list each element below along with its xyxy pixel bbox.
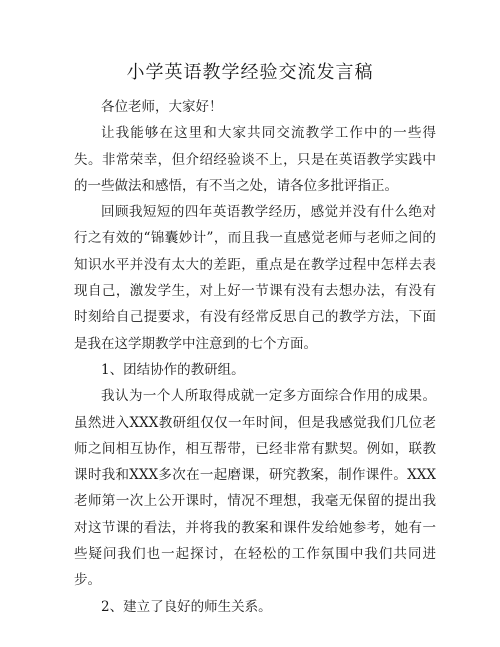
section-heading-2: 2、建立了良好的师生关系。 bbox=[101, 598, 272, 615]
document-title: 小学英语教学经验交流发言稿 bbox=[126, 62, 374, 83]
greeting-paragraph: 各位老师，大家好！ bbox=[101, 99, 223, 115]
review-paragraph: 回顾我短短的四年英语教学经历，感觉并没有什么绝对行之有效的“锦囊妙计”，而且我一直感觉老师与老师之间的知识水平并没有太大的差距，重点是在教学过程中怎样去表现自己，激发学生，对上好一节课有没有去想办法，有没有时刻给自己提要求，有没有经常反思自己的教学方法，下面是我在这学期教学中注意到的七个方面。 bbox=[74, 204, 436, 352]
intro-paragraph: 让我能够在这里和大家共同交流教学工作中的一些得失。非常荣幸，但介绍经验谈不上，只是在英语教学实践中的一些做法和感悟，有不当之处，请各位多批评指正。 bbox=[74, 125, 436, 194]
section-1-paragraph: 我认为一个人所取得成就一定多方面综合作用的成果。虽然进入XXX教研组仅仅一年时间，但是我感觉我们几位老师之间相互协作，相互帮带，已经非常有默契。例如，联教课时我和XXX多次在一起磨课，研究教案，制作课件。XXX老师第一次上公开课时，情况不理想，我毫无保留的提出我对这节课的看法，并将我的教案和课件发给她参考，她有一些疑问我们也一起探讨，在轻松的工作氛围中我们共同进步。 bbox=[74, 388, 436, 589]
document-body bbox=[74, 94, 436, 620]
section-heading-1: 1、团结协作的教研组。 bbox=[101, 361, 245, 378]
